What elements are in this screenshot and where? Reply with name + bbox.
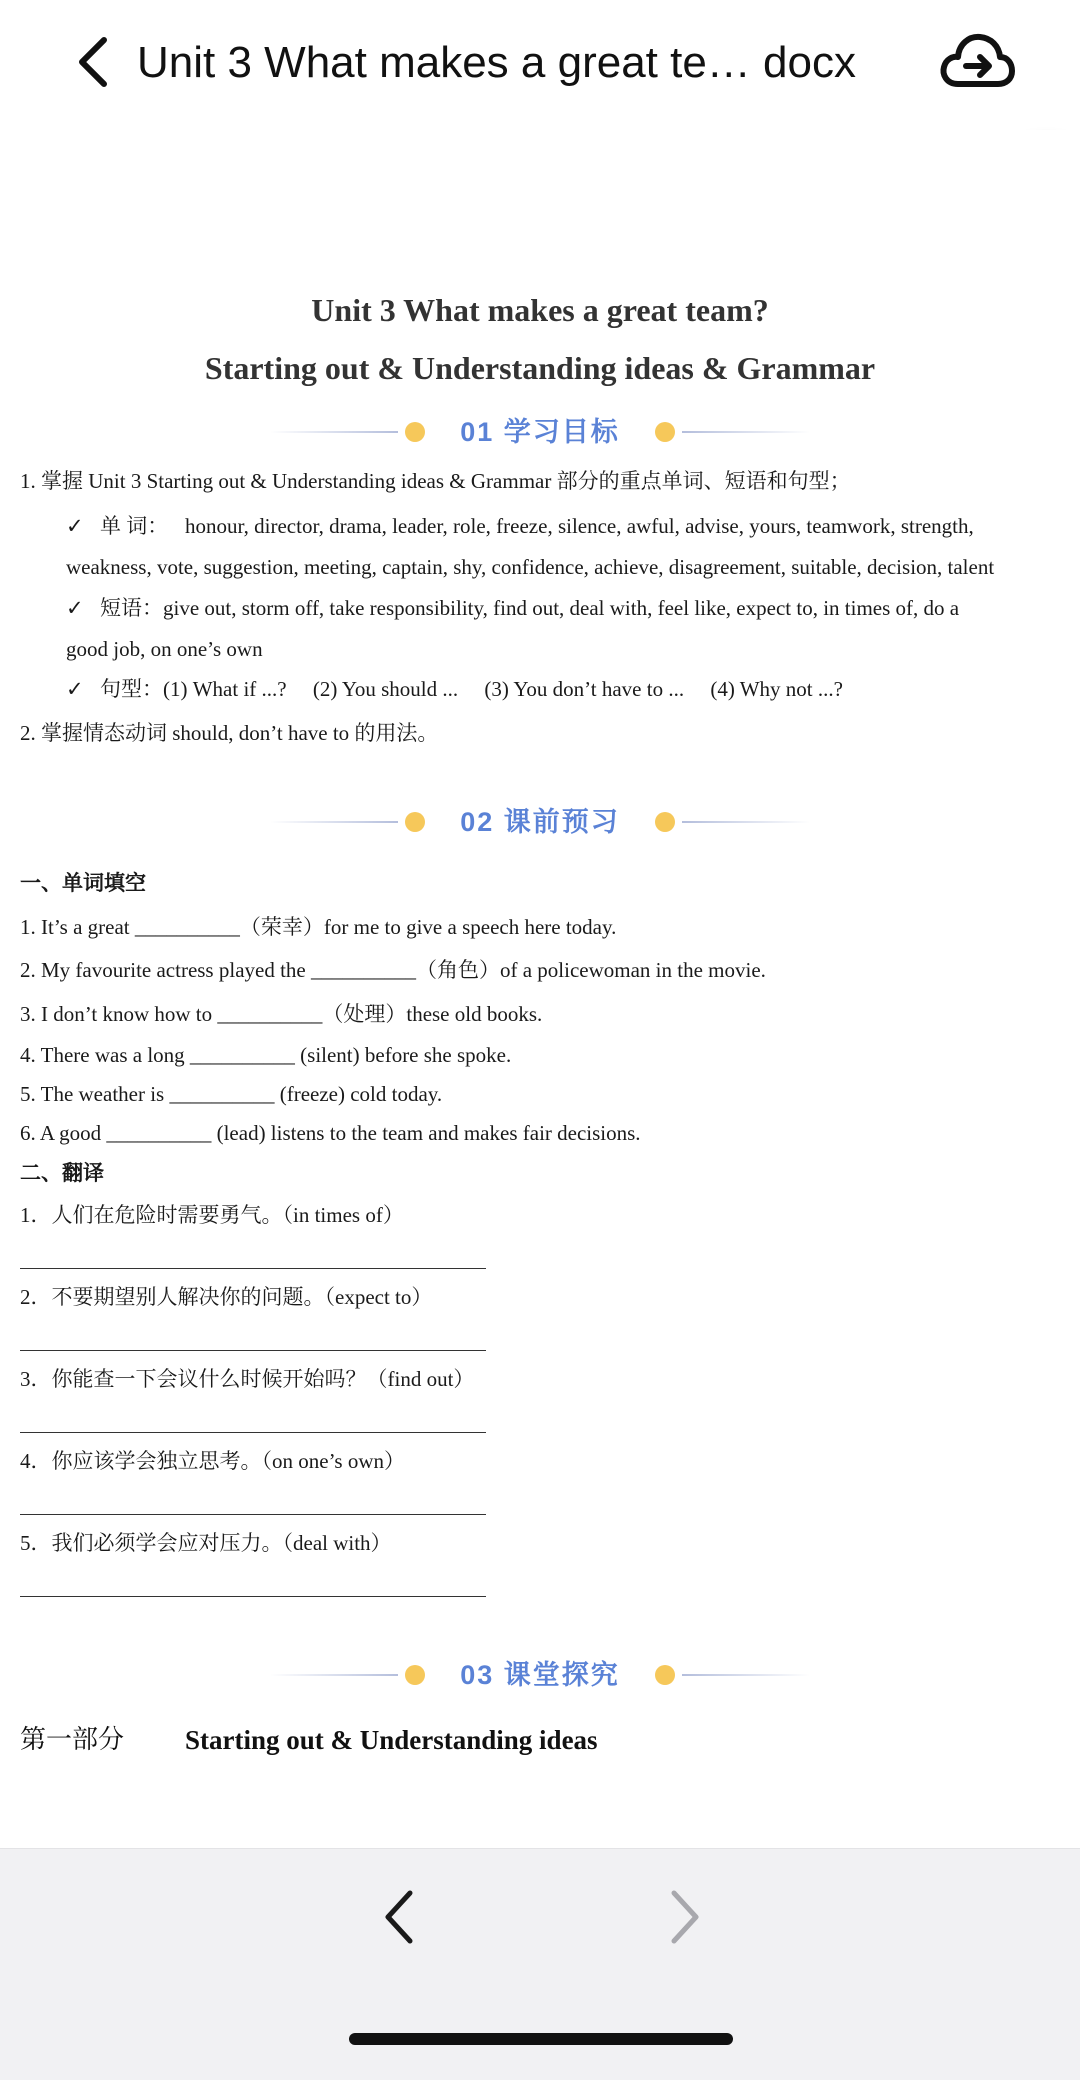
objective-item-1: 1. 掌握 Unit 3 Starting out & Understanding ideas & Grammar 部分的重点单词、短语和句型； — [20, 469, 851, 493]
phrase-line-2: good job, on one’s own — [66, 637, 263, 661]
home-indicator[interactable] — [349, 2033, 733, 2045]
vocab-label: 单 词： — [100, 514, 169, 538]
cloud-upload-icon — [938, 28, 1016, 96]
next-page-button[interactable] — [664, 1887, 706, 1947]
translate-item: 4．你应该学会独立思考。（on one’s own） — [20, 1449, 405, 1473]
doc-title-line2: Starting out & Understanding ideas & Grammar — [204, 350, 876, 386]
translate-item: 3．你能查一下会议什么时候开始吗？（find out） — [20, 1367, 475, 1391]
fill-in-item: 6. A good __________ (lead) listens to the team and makes fair decisions. — [20, 1121, 641, 1145]
phrase-line-1: give out, storm off, take responsibility, find out, deal with, feel like, expect to, in times of, do a — [163, 596, 960, 620]
translate-heading: 二、翻译 — [20, 1161, 104, 1185]
answer-line — [20, 1268, 486, 1269]
section-header-classroom — [270, 1655, 810, 1695]
fill-in-heading: 一、单词填空 — [20, 871, 146, 895]
check-icon: ✓ — [66, 596, 84, 620]
cloud-upload-button[interactable] — [938, 28, 1016, 96]
answer-line — [20, 1514, 486, 1515]
bottom-bar — [0, 1848, 1080, 2080]
check-icon: ✓ — [66, 514, 84, 538]
answer-line — [20, 1350, 486, 1351]
answer-line — [20, 1596, 486, 1597]
top-bar — [0, 0, 1080, 131]
fill-in-item: 4. There was a long __________ (silent) before she spoke. — [20, 1043, 512, 1067]
check-icon: ✓ — [66, 677, 84, 701]
vocab-row — [66, 511, 168, 541]
chevron-left-icon — [378, 1887, 420, 1947]
bullet-dot — [655, 422, 675, 442]
doc-title-line1: Unit 3 What makes a great team? — [311, 292, 769, 328]
vocab-line-2: weakness, vote, suggestion, meeting, captain, shy, confidence, achieve, disagreement, suitable, decision, talent — [66, 555, 995, 579]
translate-item: 5．我们必须学会应对压力。（deal with） — [20, 1531, 392, 1555]
fill-in-item: 5. The weather is __________ (freeze) cold today. — [20, 1082, 443, 1106]
section-header-preview — [270, 802, 810, 842]
pattern-line: (1) What if ...? (2) You should ... (3) You don’t have to ... (4) Why not ...? — [163, 677, 843, 701]
bullet-dot — [655, 1665, 675, 1685]
vocab-line-1: honour, director, drama, leader, role, freeze, silence, awful, advise, yours, teamwork, strength, — [185, 514, 974, 538]
section-header-objectives — [270, 412, 810, 452]
chevron-right-icon — [664, 1887, 706, 1947]
previous-page-button[interactable] — [378, 1887, 420, 1947]
fill-in-item: 1. It’s a great __________（荣幸）for me to give a speech here today. — [20, 915, 617, 939]
back-button[interactable] — [66, 30, 126, 94]
fill-in-item: 2. My favourite actress played the __________（角色）of a policewoman in the movie. — [20, 958, 766, 982]
document-title: Unit 3 What makes a great te… docx — [137, 38, 856, 87]
translate-item: 1．人们在危险时需要勇气。（in times of） — [20, 1203, 404, 1227]
section-title: 01 学习目标 — [460, 417, 620, 447]
part-title: Starting out & Understanding ideas — [185, 1725, 598, 1755]
answer-line — [20, 1432, 486, 1433]
chevron-left-icon — [66, 30, 126, 94]
document-page — [0, 130, 1080, 1848]
section-title: 02 课前预习 — [460, 807, 620, 837]
bullet-dot — [655, 812, 675, 832]
section-title: 03 课堂探究 — [460, 1660, 620, 1690]
part-label: 第一部分 — [20, 1725, 125, 1754]
phrase-label: 短语： — [100, 596, 163, 620]
pattern-label: 句型： — [100, 677, 163, 701]
phrase-row — [66, 593, 959, 623]
fill-in-item: 3. I don’t know how to __________（处理）these old books. — [20, 1002, 543, 1026]
pattern-row — [66, 674, 843, 704]
translate-item: 2．不要期望别人解决你的问题。（expect to） — [20, 1285, 433, 1309]
objective-item-2: 2. 掌握情态动词 should, don’t have to 的用法。 — [20, 721, 439, 745]
